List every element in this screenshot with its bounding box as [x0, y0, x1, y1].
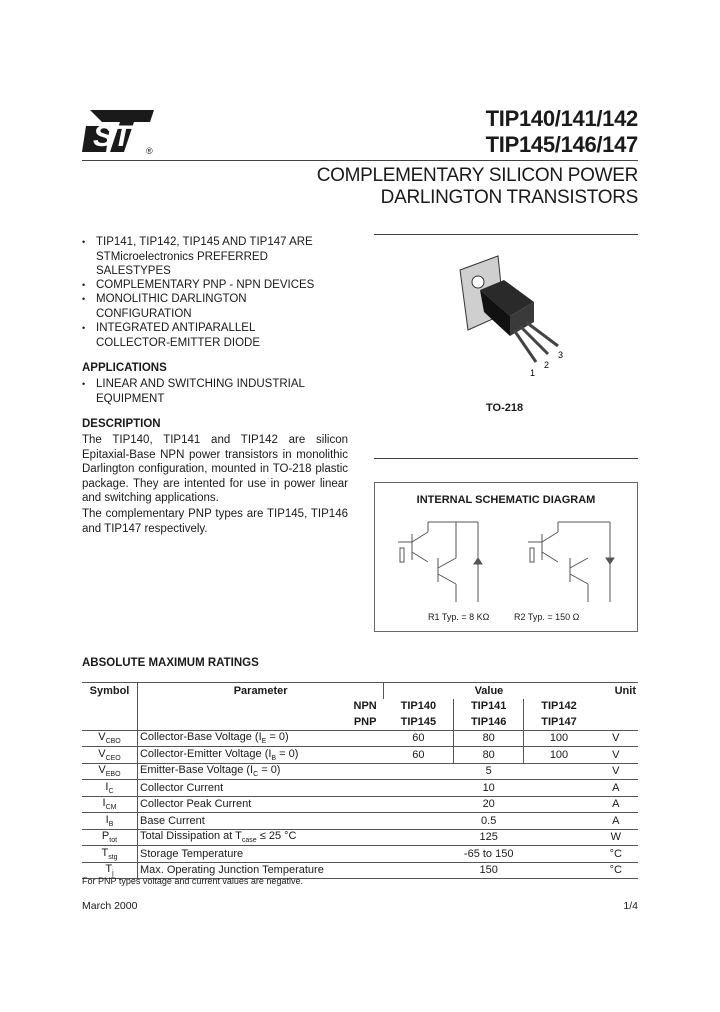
pnp-type: TIP147	[524, 714, 594, 730]
header-unit: Unit	[594, 683, 638, 699]
rating-parameter: Emitter-Base Voltage $(I_C = 0)$	[137, 763, 383, 780]
rating-value: 60	[384, 730, 454, 747]
package-bottom-rule	[374, 458, 638, 459]
footer-date: March 2000	[82, 900, 138, 912]
r1-typical: R1 Typ. = 8 KΩ	[428, 612, 490, 622]
to218-package-image	[440, 250, 580, 385]
rating-unit: °C	[594, 846, 638, 863]
npn-type: TIP140	[400, 700, 437, 713]
bullet-icon: •	[82, 280, 86, 290]
table-npn-row	[82, 699, 638, 715]
rating-value: 20	[384, 796, 594, 813]
r2-typical: R2 Typ. = 150 Ω	[514, 612, 580, 622]
rating-symbol: $V_{CEO}$	[82, 747, 137, 764]
bullet-icon: •	[82, 379, 86, 389]
pnp-type: TIP145	[384, 714, 454, 730]
table-row	[82, 829, 638, 846]
footnote: For PNP types voltage and current values are negative.	[82, 876, 303, 886]
bullet-icon: •	[82, 294, 86, 304]
pin-label: 1	[530, 368, 536, 378]
rating-unit: V	[594, 747, 638, 764]
rating-symbol: $V_{CBO}$	[82, 730, 137, 747]
logo-lettering: ST	[93, 120, 132, 153]
rating-parameter: Collector Current	[137, 780, 383, 797]
package-label: TO-218	[486, 402, 524, 414]
title-line2: DARLINGTON TRANSISTORS	[380, 187, 638, 208]
header-value: Value	[384, 683, 594, 699]
rating-symbol: $V_{EBO}$	[82, 763, 137, 780]
feature-item: • TIP141, TIP142, TIP145 AND TIP147 ARE STMicroelectronics PREFERRED SALESTYPES	[82, 236, 313, 277]
npn-type: TIP141	[454, 699, 524, 715]
rating-symbol: $P_{tot}$	[82, 829, 137, 846]
st-logo	[80, 106, 160, 156]
rating-value: 0.5	[384, 813, 594, 830]
rating-unit: A	[594, 780, 638, 797]
rating-value: 5	[384, 763, 594, 780]
rating-value: 80	[454, 747, 524, 764]
rating-symbol: $T_j$	[82, 862, 137, 879]
rating-parameter: Base Current	[137, 813, 383, 830]
rating-symbol: $I_{CM}$	[82, 796, 137, 813]
rating-value: 60	[384, 747, 454, 764]
header-rule	[82, 160, 638, 161]
rating-parameter: Collector-Base Voltage $(I_E = 0)$	[137, 730, 383, 747]
rating-value: 100	[524, 730, 594, 747]
rating-parameter: Storage Temperature	[137, 846, 383, 863]
application-item: • LINEAR AND SWITCHING INDUSTRIAL EQUIPMENT	[82, 378, 305, 405]
rating-symbol: $T_{stg}$	[82, 846, 137, 863]
title-line1: COMPLEMENTARY SILICON POWER	[316, 165, 638, 186]
part-number-line2: TIP145/146/147	[485, 132, 638, 157]
rating-parameter: Collector-Emitter Voltage $(I_B = 0)$	[137, 747, 383, 764]
part-number-line1: TIP140/141/142	[485, 106, 638, 131]
pin-label: 2	[544, 360, 550, 370]
rating-unit: A	[594, 796, 638, 813]
rating-symbol: $I_C$	[82, 780, 137, 797]
pnp-type: TIP146	[454, 714, 524, 730]
rating-parameter: Collector Peak Current	[137, 796, 383, 813]
npn-label: NPN	[353, 700, 377, 713]
rating-parameter: Max. Operating Junction Temperature	[137, 862, 383, 879]
rating-value: 100	[524, 747, 594, 764]
table-row	[82, 796, 638, 813]
ratings-title: ABSOLUTE MAXIMUM RATINGS	[82, 657, 259, 669]
footer-page-number: 1/4	[623, 900, 638, 912]
package-top-rule	[374, 234, 638, 235]
rating-value: 150	[384, 862, 594, 879]
rating-unit: A	[594, 813, 638, 830]
rating-parameter: Total Dissipation at $T_{case} \le 25$ °C	[137, 829, 383, 846]
schematic-title: INTERNAL SCHEMATIC DIAGRAM	[416, 494, 596, 506]
registered-mark: ®	[146, 146, 153, 156]
feature-item: • COMPLEMENTARY PNP - NPN DEVICES	[82, 279, 315, 291]
table-row	[82, 747, 638, 764]
rating-value: 80	[454, 730, 524, 747]
table-pnp-row	[82, 714, 638, 730]
pin-label: 3	[558, 350, 564, 360]
header-symbol: Symbol	[82, 683, 137, 699]
rating-value: -65 to 150	[384, 846, 594, 863]
table-row	[82, 763, 638, 780]
description-title: DESCRIPTION	[82, 418, 161, 430]
ratings-table	[82, 682, 638, 879]
schematic-diagram	[378, 512, 634, 610]
rating-unit: W	[594, 829, 638, 846]
ratings-body	[82, 730, 638, 879]
table-row	[82, 730, 638, 747]
rating-unit: °C	[594, 862, 638, 879]
bullet-icon: •	[82, 323, 86, 333]
feature-item: • MONOLITHIC DARLINGTON CONFIGURATION	[82, 293, 247, 320]
description-paragraph-1: The TIP140, TIP141 and TIP142 are silicon Epitaxial-Base NPN power transistors in monolithic Darlington configuration, mounted in TO-218 plastic package. They are intented for use in power linear and switching applications.	[82, 434, 348, 504]
table-header-row	[82, 683, 638, 699]
description-paragraph-2: The complementary PNP types are TIP145, TIP146 and TIP147 respectively.	[82, 508, 348, 535]
table-row	[82, 846, 638, 863]
pnp-label: PNP	[347, 714, 384, 730]
header-parameter: Parameter	[137, 683, 383, 699]
applications-title: APPLICATIONS	[82, 362, 167, 374]
rating-unit: V	[594, 763, 638, 780]
npn-type: TIP142	[524, 699, 594, 715]
rating-value: 125	[384, 829, 594, 846]
rating-value: 10	[384, 780, 594, 797]
table-row	[82, 813, 638, 830]
rating-unit: V	[594, 730, 638, 747]
table-row	[82, 780, 638, 797]
bullet-icon: •	[82, 237, 86, 247]
rating-symbol: $I_B$	[82, 813, 137, 830]
feature-item: • INTEGRATED ANTIPARALLEL COLLECTOR-EMITTER DIODE	[82, 322, 260, 349]
